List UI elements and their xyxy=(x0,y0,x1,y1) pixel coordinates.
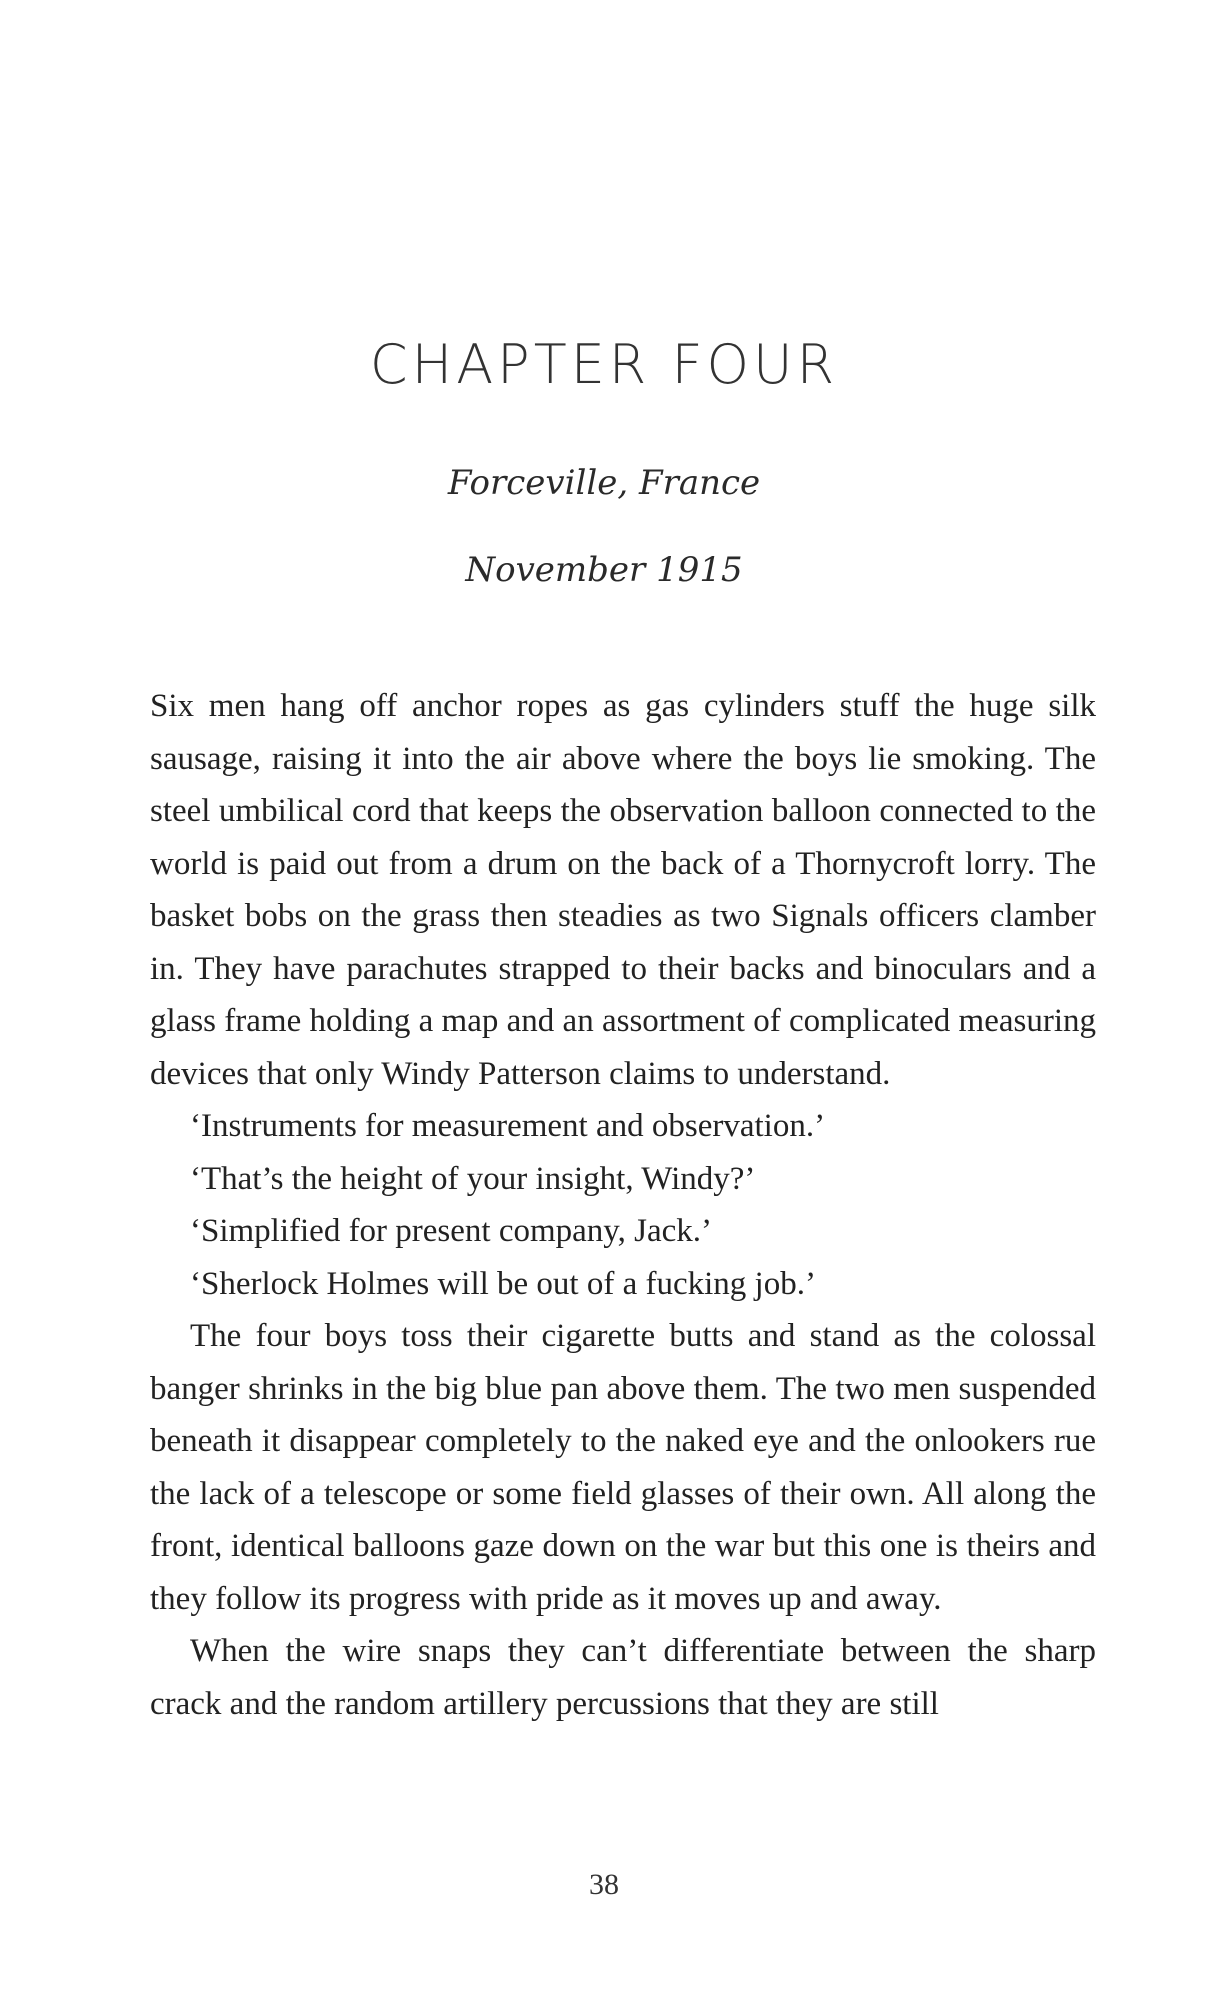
paragraph: The four boys toss their cigarette butts and stand as the colossal banger shrinks in the big blue pan above them. The two men suspended beneath it disappear completely to the naked eye and the onlookers rue the lack of a telescope or some field glasses of their own. All along the front, identical balloons gaze down on the war but this one is theirs and they follow its progress with pride as it moves up and away. xyxy=(150,1318,1096,1617)
dialogue-line: ‘Sherlock Holmes will be out of a fucking job.’ xyxy=(190,1265,816,1302)
page-number: 38 xyxy=(589,1868,619,1901)
chapter-date: November 1915 xyxy=(465,550,743,590)
chapter-title: CHAPTER FOUR xyxy=(369,333,839,396)
dialogue-line: ‘That’s the height of your insight, Windy?’ xyxy=(190,1160,756,1197)
paragraph: When the wire snaps they can’t differentiate between the sharp crack and the random artillery percussions that they are still xyxy=(150,1633,1096,1722)
paragraph: Six men hang off anchor ropes as gas cylinders stuff the huge silk sausage, raising it into the air above where the boys lie smoking. The steel umbilical cord that keeps the observation balloon connected to the world is paid out from a drum on the back of a Thornycroft lorry. The basket bobs on the grass then steadies as two Signals officers clamber in. They have parachutes strapped to their backs and binoculars and a glass frame holding a map and an assortment of complicated measuring devices that only Windy Patterson claims to understand. xyxy=(150,688,1096,1092)
dialogue-line: ‘Instruments for measurement and observation.’ xyxy=(190,1108,826,1144)
chapter-body xyxy=(150,680,1096,1730)
chapter-place: Forceville, France xyxy=(447,463,761,503)
dialogue-line: ‘Simplified for present company, Jack.’ xyxy=(190,1213,713,1249)
